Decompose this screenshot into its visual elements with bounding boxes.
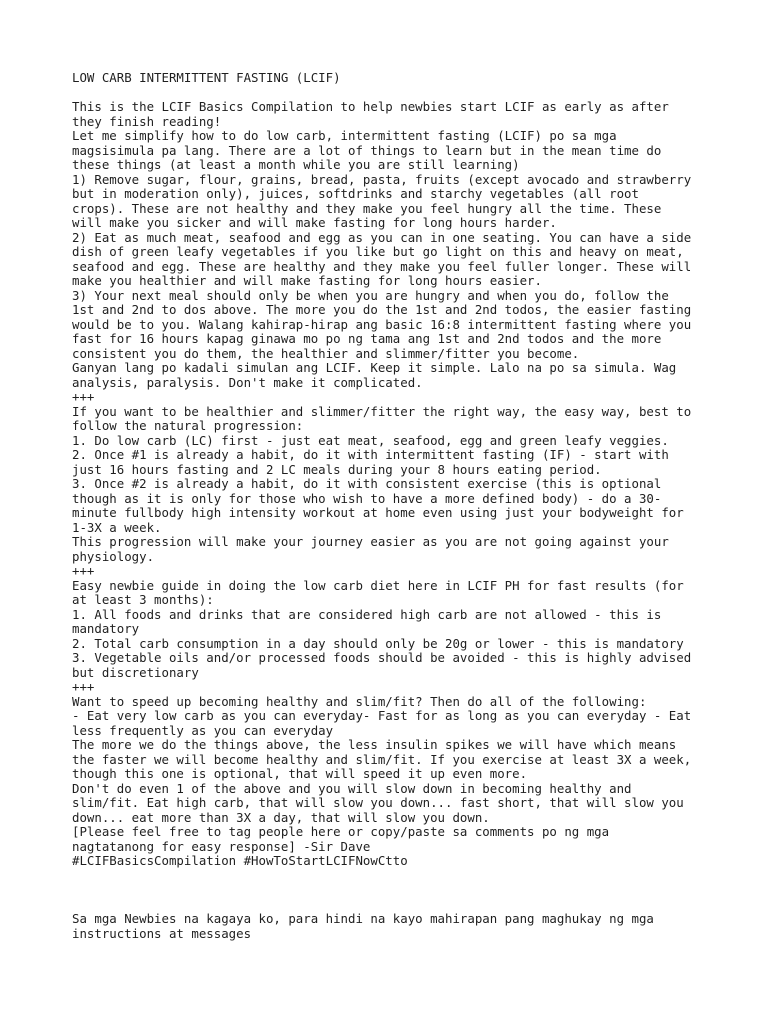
text-line: less frequently as you can everyday [72,722,334,738]
text-line: [Please feel free to tag people here or copy/paste sa comments po ng mga [72,824,610,839]
text-line: Ganyan lang po kadali simulan ang LCIF. Keep it simple. Lalo na po sa simula. Wag [72,360,677,375]
text-line: This is the LCIF Basics Compilation to help newbies start LCIF as early as after [72,99,669,114]
text-line: 1. Do low carb (LC) first - just eat meat, seafood, egg and green leafy veggies. [72,432,669,448]
text-line: +++ [72,679,95,694]
text-line: +++ [72,389,95,404]
text-line: Want to speed up becoming healthy and slim/fit? Then do all of the following: [72,693,647,709]
text-line: would be to you. Walang kahirap-hirap ang basic 16:8 intermittent fasting where you [72,316,692,332]
text-line: consistent you do them, the healthier and slimmer/fitter you become. [72,345,580,361]
text-line: Let me simplify how to do low carb, intermittent fasting (LCIF) po sa mga [72,128,617,143]
document-body [72,100,712,869]
text-line: mandatory [72,621,140,636]
document-title: LOW CARB INTERMITTENT FASTING (LCIF) [72,70,341,85]
spacer [72,869,712,913]
text-line: 2) Eat as much meat, seafood and egg as you can in one seating. You can have a side [72,229,692,245]
text-line: analysis, paralysis. Don't make it complicated. [72,374,423,390]
text-line: This progression will make your journey easier as you are not going against your [72,534,669,549]
text-line: follow the natural progression: [72,418,304,433]
text-line: just 16 hours fasting and 2 LC meals during your 8 hours eating period. [72,461,602,477]
text-line: dish of green leafy vegetables if you like but go light on this and heavy on meat, [72,244,684,259]
text-line: the faster we will become healthy and slim/fit. If you exercise at least 3X a week, [72,751,692,767]
text-line: at least 3 months): [72,592,214,607]
text-line: nagtatanong for easy response] -Sir Dave [72,838,371,854]
text-line: 2. Total carb consumption in a day should only be 20g or lower - this is mandatory [72,635,684,651]
spacer [72,86,712,101]
text-line: #LCIFBasicsCompilation #HowToStartLCIFNowCtto [72,853,408,868]
text-line: slim/fit. Eat high carb, that will slow you down... fast short, that will slow you [72,795,684,810]
text-line: 3. Once #2 is already a habit, do it with consistent exercise (this is optional [72,476,662,491]
text-line: +++ [72,563,95,578]
text-line: magsisimula pa lang. There are a lot of things to learn but in the mean time do [72,142,662,158]
text-line: Don't do even 1 of the above and you will slow down in becoming healthy and [72,780,632,796]
text-line: If you want to be healthier and slimmer/fitter the right way, the easy way, best to [72,403,692,419]
text-line: make you healthier and will make fasting for long hours easier. [72,273,542,288]
text-line: instructions at messages [72,925,252,941]
text-line: The more we do the things above, the less insulin spikes we will have which means [72,737,677,752]
text-line: 1) Remove sugar, flour, grains, bread, pasta, fruits (except avocado and strawberry [72,171,692,187]
text-line: 1-3X a week. [72,519,162,535]
document-footer [72,912,712,941]
text-line: 3. Vegetable oils and/or processed foods should be avoided - this is highly advised [72,650,692,665]
text-line: - Eat very low carb as you can everyday- Fast for as long as you can everyday - Eat [72,708,692,723]
document-text [72,71,712,941]
text-line: minute fullbody high intensity workout at home even using just your bodyweight for [72,505,684,520]
text-line: these things (at least a month while you are still learning) [72,157,520,172]
text-line: they finish reading! [72,113,222,129]
text-line: seafood and egg. These are healthy and they make you feel fuller longer. These will [72,258,692,274]
text-line: though as it is only for those who wish to have a more defined body) - do a 30- [72,490,662,506]
text-line: but discretionary [72,664,199,680]
text-line: but in moderation only), juices, softdrinks and starchy vegetables (all root [72,186,639,201]
text-line: Easy newbie guide in doing the low carb diet here in LCIF PH for fast results (for [72,577,684,593]
text-line: down... eat more than 3X a day, that will slow you down. [72,809,490,825]
text-line: physiology. [72,548,155,564]
text-line: 2. Once #1 is already a habit, do it with intermittent fasting (IF) - start with [72,447,669,462]
text-line: 1. All foods and drinks that are considered high carb are not allowed - this is [72,606,662,622]
text-line: 3) Your next meal should only be when you are hungry and when you do, follow the [72,287,669,303]
text-line: fast for 16 hours kapag ginawa mo po ng tama ang 1st and 2nd todos and the more [72,331,662,346]
text-line: crops). These are not healthy and they make you feel hungry all the time. These [72,200,662,216]
text-line: Sa mga Newbies na kagaya ko, para hindi na kayo mahirapan pang maghukay ng mga [72,911,654,926]
text-line: though this one is optional, that will speed it up even more. [72,766,528,781]
text-line: 1st and 2nd to dos above. The more you do the 1st and 2nd todos, the easier fasting [72,302,692,317]
text-line: will make you sicker and will make fasting for long hours harder. [72,215,557,230]
